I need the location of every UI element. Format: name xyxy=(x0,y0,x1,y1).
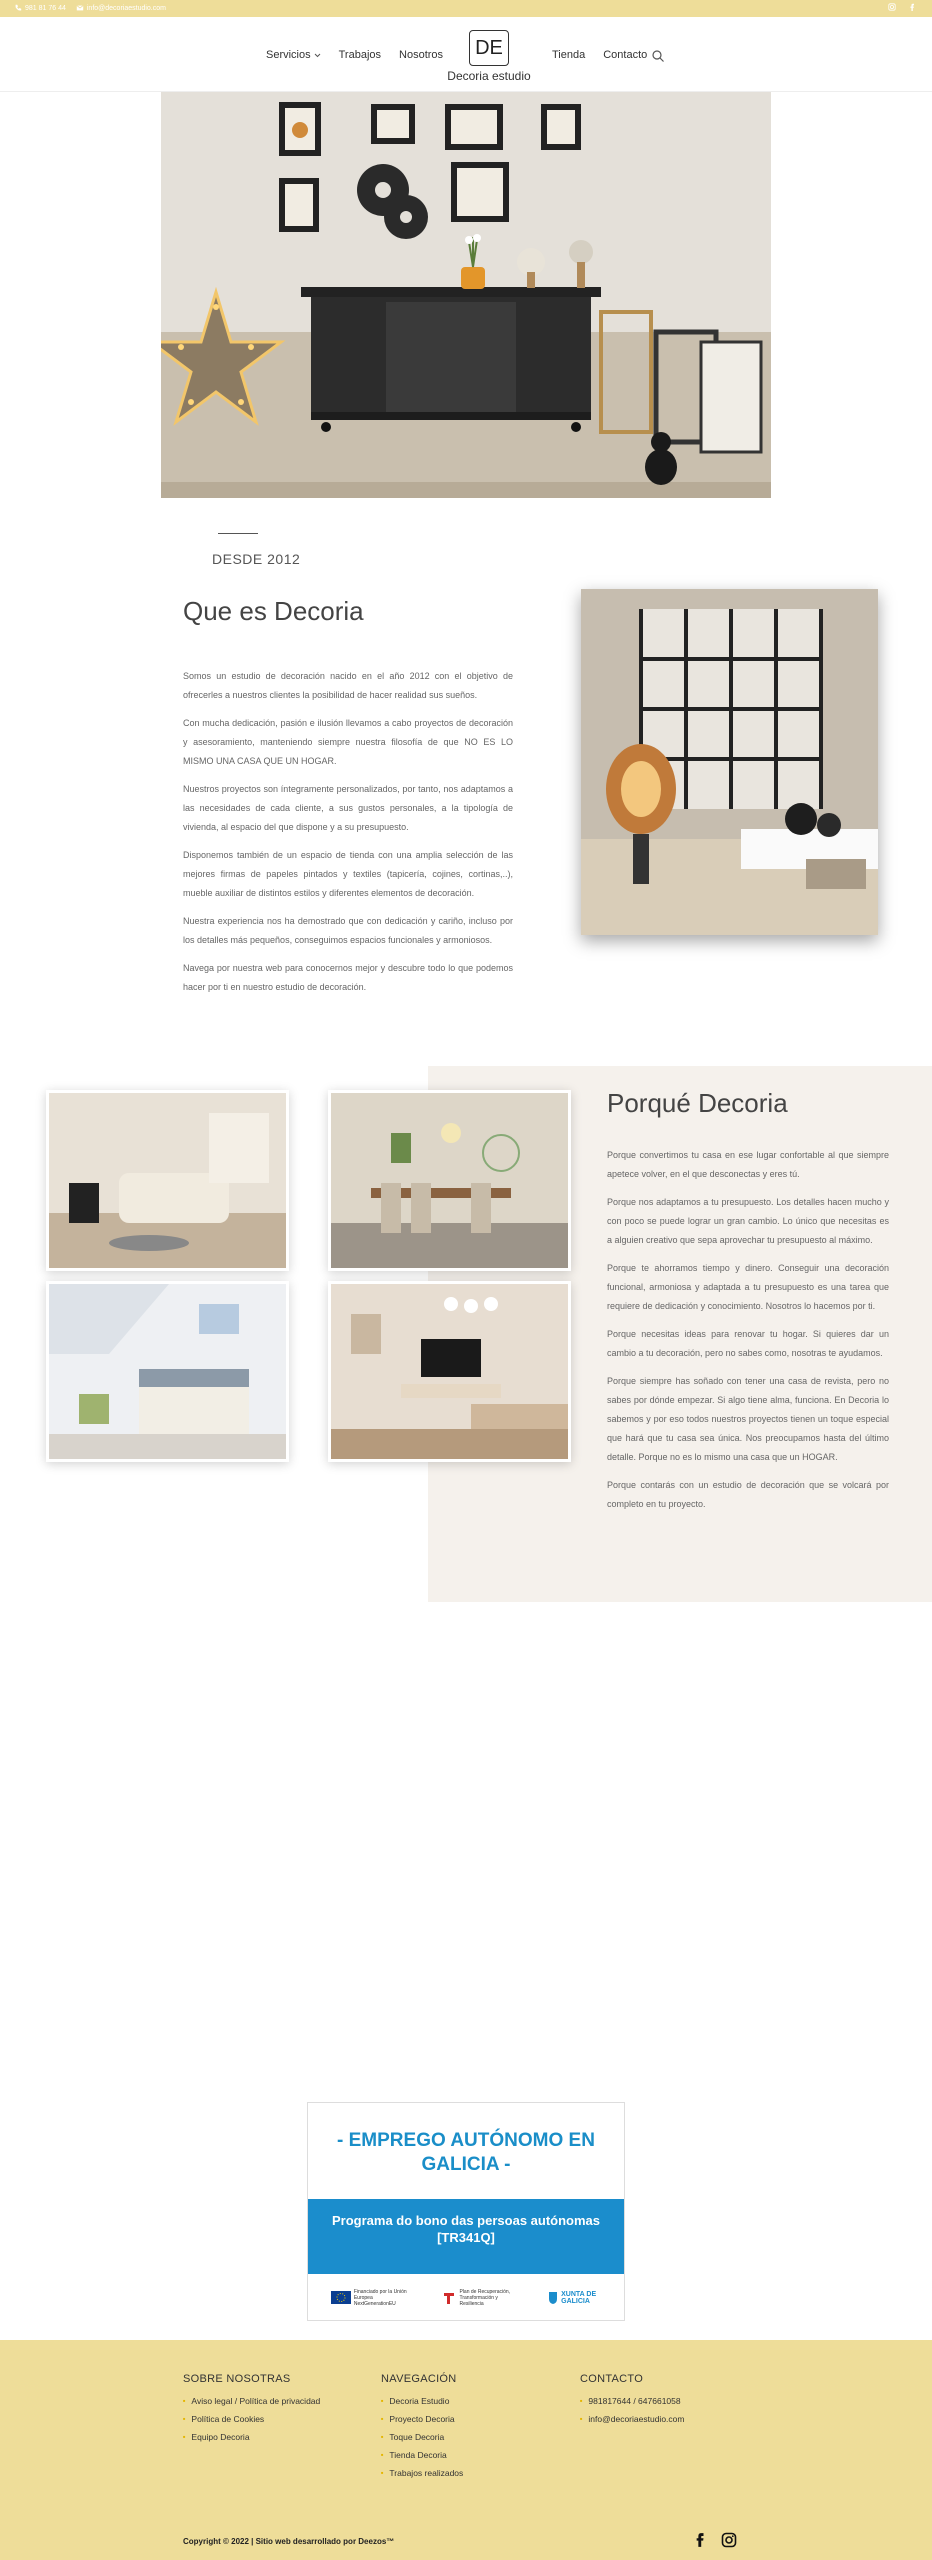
why-title: Porqué Decoria xyxy=(607,1088,788,1118)
gallery-illustration xyxy=(331,1093,568,1268)
nav-tienda[interactable]: Tienda xyxy=(552,49,586,61)
about-illustration xyxy=(581,589,878,935)
banner-logos xyxy=(308,2274,624,2321)
plan-recuperacion-icon xyxy=(442,2291,456,2305)
xunta-logo-text: XUNTA DE GALICIA xyxy=(561,2290,597,2305)
footer-link[interactable]: ■ Proyecto Decoria xyxy=(381,2410,463,2428)
nav-contacto[interactable]: Contacto xyxy=(603,49,648,61)
footer-link[interactable]: ■ Equipo Decoria xyxy=(183,2428,320,2446)
eu-logo-text: Financiado por la Unión Europea NextGenerationEU xyxy=(353,2288,407,2307)
footer-contact-title: CONTACTO xyxy=(580,2373,644,2385)
gallery-image-livingroom[interactable] xyxy=(46,1090,289,1271)
eu-logo xyxy=(331,2289,409,2307)
eu-flag-icon xyxy=(331,2291,351,2304)
footer-link[interactable]: ■ Tienda Decoria xyxy=(381,2446,463,2464)
xunta-logo xyxy=(548,2291,601,2305)
top-email-text: info@decoriaestudio.com xyxy=(86,4,166,12)
about-paragraph: Navega por nuestra web para conocernos mejor y descubre todo lo que podemos hacer por ti en nuestro estudio de decoración. xyxy=(183,963,513,992)
divider-line xyxy=(218,533,258,534)
facebook-icon[interactable] xyxy=(908,3,916,11)
footer-navigation xyxy=(381,2373,463,2482)
top-contact xyxy=(14,4,166,12)
main-nav-right xyxy=(552,49,647,61)
about-paragraph: Somos un estudio de decoración nacido en el año 2012 con el objetivo de ofrecerles a nuestros clientes la posibilidad de hacer realidad sus sueños. xyxy=(183,671,513,700)
why-text xyxy=(607,1146,889,1523)
plan-logo xyxy=(442,2289,514,2307)
hero-image xyxy=(161,92,771,498)
footer-phone[interactable]: ■ 981817644 / 647661058 xyxy=(580,2392,684,2410)
footer-about xyxy=(183,2373,320,2446)
footer-about-title: SOBRE NOSOTRAS xyxy=(183,2373,291,2385)
footer-link[interactable]: ■ Toque Decoria xyxy=(381,2428,463,2446)
nav-servicios[interactable] xyxy=(266,49,321,61)
footer-link[interactable]: ■ Política de Cookies xyxy=(183,2410,320,2428)
about-paragraph: Nuestra experiencia nos ha demostrado que con dedicación y cariño, incluso por los detalles más pequeños, conseguimos espacios funcionales y armoniosos. xyxy=(183,916,513,945)
main-nav-left xyxy=(266,49,443,61)
emprego-banner[interactable] xyxy=(307,2102,625,2321)
nav-servicios-label: Servicios xyxy=(266,49,311,61)
site-logo[interactable] xyxy=(437,30,541,83)
nav-nosotros[interactable]: Nosotros xyxy=(399,49,444,61)
about-title: Que es Decoria xyxy=(183,596,364,626)
instagram-icon[interactable] xyxy=(721,2532,737,2548)
banner-subtitle: Programa do bono das persoas autónomas [TR341Q] xyxy=(308,2199,624,2274)
footer-nav-title: NAVEGACIÓN xyxy=(381,2373,457,2385)
about-text xyxy=(183,667,513,1006)
top-phone[interactable] xyxy=(14,4,66,12)
logo-name: Decoria estudio xyxy=(447,69,531,83)
mail-icon xyxy=(76,4,84,12)
why-paragraph: Porque contarás con un estudio de decoración que se volcará por completo en tu proyecto. xyxy=(607,1480,889,1509)
why-paragraph: Porque necesitas ideas para renovar tu hogar. Si quieres dar un cambio a tu decoración, pero no sabes como, nosotras te ayudamos. xyxy=(607,1329,889,1358)
facebook-icon[interactable] xyxy=(693,2532,706,2548)
footer-link[interactable]: ■ Trabajos realizados xyxy=(381,2464,463,2482)
xunta-shield-icon xyxy=(548,2291,558,2305)
gallery-image-bedroom[interactable] xyxy=(46,1281,289,1462)
banner-title: - EMPREGO AUTÓNOMO EN GALICIA - xyxy=(337,2130,595,2175)
nav-trabajos[interactable]: Trabajos xyxy=(338,49,382,61)
hero-illustration xyxy=(161,92,771,498)
about-paragraph: Nuestros proyectos son íntegramente personalizados, por tanto, nos adaptamos a las necesidades de cada cliente, a sus gustos personales, a la tipología de vivienda, al espacio del que dispone y a su presupuesto. xyxy=(183,784,513,832)
top-social xyxy=(888,3,916,11)
footer-link[interactable]: ■ Decoria Estudio xyxy=(381,2392,463,2410)
top-email[interactable] xyxy=(76,4,166,12)
gallery-illustration xyxy=(49,1284,286,1459)
top-bar xyxy=(0,0,932,17)
since-label: DESDE 2012 xyxy=(212,551,301,567)
about-paragraph: Disponemos también de un espacio de tienda con una amplia selección de las mejores firmas de papeles pintados y textiles (tapicería, cojines, cortinas,..), mueble auxiliar de distintos estilos y diferentes elementos de decoración. xyxy=(183,850,513,898)
footer-link[interactable]: ■ Aviso legal / Política de privacidad xyxy=(183,2392,320,2410)
instagram-icon[interactable] xyxy=(888,3,896,11)
search-icon[interactable] xyxy=(651,49,665,63)
why-paragraph: Porque te ahorramos tiempo y dinero. Conseguir una decoración funcional, armoniosa y adaptada a tu presupuesto es una tarea que requiere de dedicación y conocimiento. Nosotros lo hacemos por ti. xyxy=(607,1263,889,1311)
why-paragraph: Porque siempre has soñado con tener una casa de revista, pero no sabes por dónde empezar. Si algo tiene alma, funciona. En Decoria lo sabemos y por eso todos nuestros proyectos tienen un toque especial que hará que tu casa sea única. Nos preocupamos hasta del último detalle. Porque no es lo mismo una casa que un HOGAR. xyxy=(607,1376,889,1462)
site-header xyxy=(0,17,932,92)
about-image xyxy=(581,589,878,935)
footer-email[interactable]: ■ info@decoriaestudio.com xyxy=(580,2410,684,2428)
chevron-down-icon xyxy=(314,53,321,58)
why-paragraph: Porque convertimos tu casa en ese lugar confortable al que siempre apetece volver, en el que desconectas y eres tú. xyxy=(607,1150,889,1179)
copyright: Copyright © 2022 | Sitio web desarrollado por Deezos™ xyxy=(183,2537,395,2546)
why-paragraph: Porque nos adaptamos a tu presupuesto. Los detalles hacen mucho y con poco se puede lograr un gran cambio. Lo único que necesitas es a alguien creativo que sepa aprovechar tu presupuesto al máximo. xyxy=(607,1197,889,1245)
logo-mark: DE xyxy=(469,30,509,66)
plan-logo-text: Plan de Recuperación, Transformación y Resiliencia xyxy=(459,2288,511,2307)
gallery-image-dining[interactable] xyxy=(328,1090,571,1271)
site-footer xyxy=(0,2340,932,2560)
gallery-image-lounge[interactable] xyxy=(328,1281,571,1462)
phone-icon xyxy=(14,4,22,12)
top-phone-text: 981 81 76 44 xyxy=(25,4,66,12)
footer-contact xyxy=(580,2373,684,2428)
about-paragraph: Con mucha dedicación, pasión e ilusión llevamos a cabo proyectos de decoración y asesoramiento, manteniendo siempre nuestra filosofía de que NO ES LO MISMO UNA CASA QUE UN HOGAR. xyxy=(183,718,513,766)
footer-social xyxy=(693,2532,737,2548)
gallery-illustration xyxy=(49,1093,286,1268)
gallery-illustration xyxy=(331,1284,568,1459)
